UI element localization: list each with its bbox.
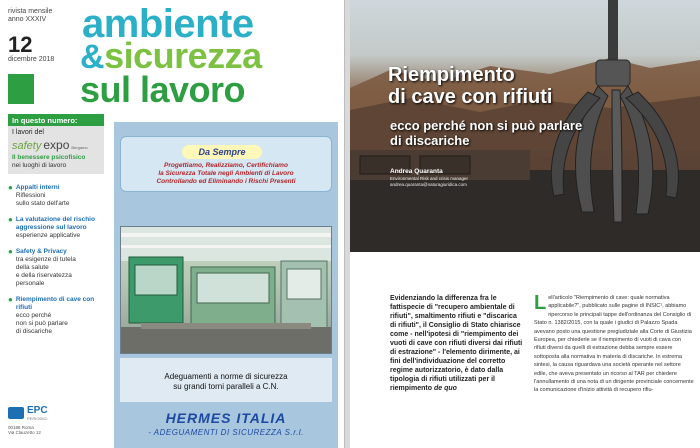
contents-header: In questo numero: [8, 114, 104, 126]
publisher-address [8, 425, 48, 435]
masthead-title-sul-lavoro: sul lavoro [80, 69, 246, 110]
safety-expo-logo [12, 138, 100, 152]
toc-line: della salute [15, 264, 49, 271]
toc-title: Appalti interni [15, 184, 60, 191]
ad-machinery-photo [120, 226, 332, 354]
article-author-email: andrea.quaranta@naturagiuridica.com [390, 182, 467, 187]
toc-title: Safety & Privacy [15, 248, 67, 255]
article-body [534, 294, 694, 395]
issue-meta [8, 8, 52, 24]
article-lead-text: Evidenziando la differenza fra le fattispecie di "recupero ambientale di rifiuti", smaltimento rifiuti e "discarica di rifiuti", il Consiglio di Stato chiarisce come - nell'ipotesi di "riempimento dei vuoti di cave con rifiuti diversi dai rifiuti di estrazione" - l'elemento dirimente, ai fini dell'individuazione del corretto regime autorizzatorio, è dato dalla tipologia di rifiuti utilizzati per il riempimento [390, 295, 523, 392]
ad-slogan-line: la Sicurezza Totale negli Ambienti di Lavoro [158, 170, 294, 177]
toc-title: Riempimento di cave con rifiuti [15, 296, 95, 311]
epc-logo-icon [8, 407, 24, 419]
issue-number: 12 [8, 32, 33, 57]
toc-title: La valutazione del rischio aggressione sul lavoro [15, 216, 95, 231]
publisher-address-line: Via Clauzetto 12 [8, 430, 41, 435]
masthead-title-ambiente: ambiente [82, 2, 254, 46]
ad-caption [120, 372, 332, 392]
article-author-role: Environmental Risk and crisis manager [390, 176, 469, 181]
article-subhead-line: di discariche [390, 133, 470, 148]
advertisement[interactable] [114, 122, 338, 448]
article-subhead [390, 118, 582, 148]
brand-square [8, 74, 34, 104]
ad-caption-line: Adeguamenti a norme di sicurezza [164, 372, 288, 381]
ad-slogan-line: Progettiamo, Realizziamo, Certifichiamo [164, 162, 288, 169]
contents-list [8, 184, 104, 336]
expo-logo-sub: Bergamo [71, 145, 88, 150]
article-headline [388, 64, 552, 108]
publisher-name: EPC [27, 405, 48, 416]
bullet-icon: ● [8, 247, 13, 256]
article-headline-line: Riempimento [388, 64, 515, 86]
article-page [350, 0, 700, 448]
bullet-icon: ● [8, 295, 13, 304]
toc-line: Riflessioni [15, 192, 46, 199]
ad-brand: HERMES ITALIA [165, 410, 287, 426]
contents-sidebar [8, 114, 104, 444]
toc-line: non si può parlare [15, 320, 68, 327]
article-lead-italic: de quo [433, 385, 457, 392]
article-dropcap: L [534, 292, 547, 314]
toc-line: esperienze applicative [15, 232, 81, 239]
periodicity: rivista mensile [8, 8, 53, 15]
toc-line: tra esigenze di tutela [15, 256, 76, 263]
year: anno XXXIV [8, 16, 47, 23]
ad-slogan-line: Controllando ed Eliminando i Rischi Presenti [156, 178, 296, 185]
publisher-address-line: 00188 Roma [8, 425, 34, 430]
list-item[interactable] [8, 184, 104, 208]
toc-line: e della riservatezza [15, 272, 72, 279]
publisher-logo [8, 405, 48, 435]
list-item[interactable] [8, 216, 104, 240]
ad-caption-line: su grandi torni paralleli a C.N. [173, 382, 279, 391]
lavori-label: I lavori del [12, 129, 44, 136]
ad-slogan [124, 162, 328, 186]
magazine-cover [0, 0, 344, 448]
masthead-ampersand: & [80, 38, 105, 76]
feature-title: Il benessere psicofisico [12, 154, 86, 161]
expo-logo-expo: expo [43, 138, 70, 152]
featured-box [8, 126, 104, 174]
article-subhead-line: ecco perché non si può parlare [390, 118, 583, 133]
expo-logo-safety: safety [12, 140, 42, 152]
toc-line: ecco perché [15, 312, 52, 319]
list-item[interactable] [8, 296, 104, 336]
toc-line: personale [15, 280, 45, 287]
bullet-icon: ● [8, 215, 13, 224]
feature-sub: nei luoghi di lavoro [12, 162, 67, 169]
masthead-sicurezza-text: sicurezza [104, 35, 262, 76]
machinery-illustration [121, 227, 332, 354]
article-author: Andrea Quaranta [390, 168, 443, 175]
article-headline-line: di cave con rifiuti [388, 86, 553, 108]
issue-date: dicembre 2018 [8, 56, 55, 63]
ad-brand-sub: - ADEGUAMENTI DI SICUREZZA S.r.l. [148, 428, 304, 437]
article-lead [390, 294, 524, 393]
toc-line: di discariche [15, 328, 52, 335]
toc-line: sullo stato dell'arte [15, 200, 70, 207]
publisher-sub: PERIODICI [27, 416, 48, 421]
article-body-text: ell'articolo "Riempimento di cave: quale normativa applicabile?", pubblicato sulle pagine di INSIC¹, abbiamo ripercorso le principali tappe dell'ordinanza del Consiglio di Stato n. 1382/2015, con la quale i giudici di Palazzo Spada avevano posto una questione pregiudiziale alla Corte di Giustizia Europea, per chiederle se il riempimento di vuoti di cava con rifiuti diversi da quelli di estrazione debba sempre essere sottoposta alla normativa in materia di discariche. In estrema sintesi, la causa riguardava una società operante nel settore edile, che aveva presentato un ricorso al TAR per chiedere l'annullamento di una nota di un dirigente provinciale concernente la comunicazione d'inizio attività di recupero rifiu- [534, 295, 694, 394]
bullet-icon: ● [8, 183, 13, 192]
ad-badge: Da Sempre [182, 145, 262, 159]
list-item[interactable] [8, 248, 104, 288]
